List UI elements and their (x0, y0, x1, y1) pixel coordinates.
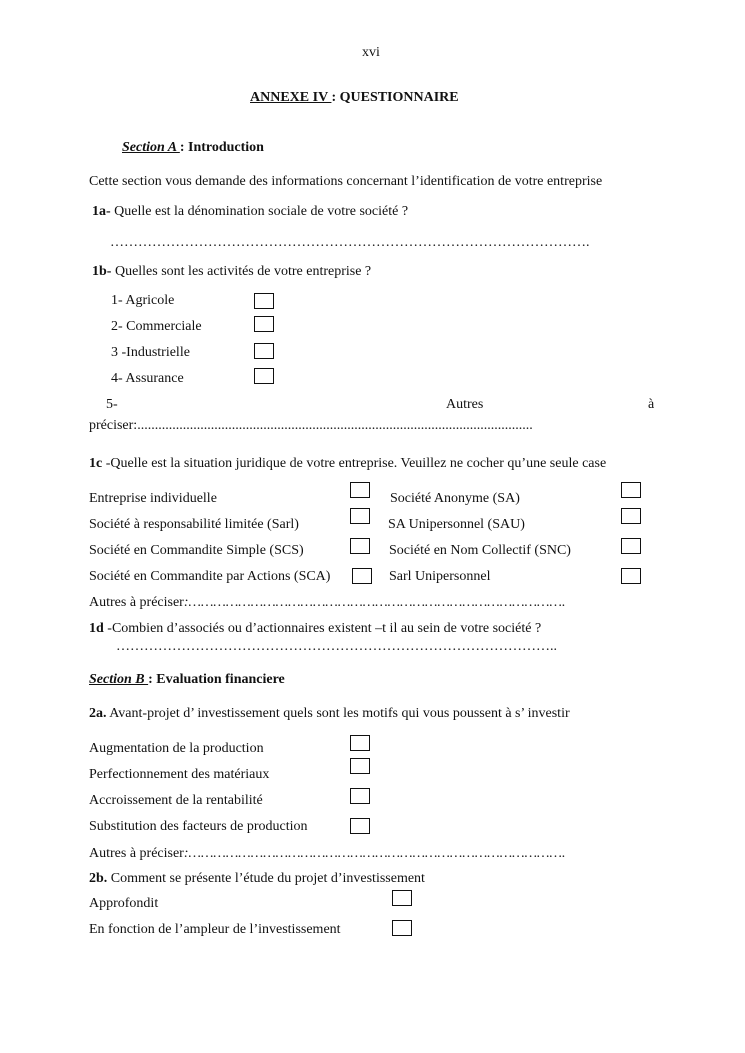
checkbox-2b-ampleur[interactable] (392, 920, 412, 936)
checkbox-1c-sarl-uni[interactable] (621, 568, 641, 584)
question-1c-text: -Quelle est la situation juridique de votre entreprise. Veuillez ne cocher qu’une seule case (102, 456, 607, 471)
option-1c-other[interactable] (89, 595, 565, 611)
checkbox-2a-substitution[interactable] (350, 818, 370, 834)
option-1c-sca: Société en Commandite par Actions (SCA) (89, 569, 331, 584)
question-1c-number: 1c (89, 456, 103, 471)
question-2b (89, 871, 425, 887)
section-a-label: Section A (122, 140, 180, 155)
option-1b-other-line[interactable]: préciser:................................................................................................................. (89, 418, 533, 433)
checkbox-1b-agricole[interactable] (254, 293, 274, 309)
page-title (250, 90, 459, 106)
option-2b-ampleur: En fonction de l’ampleur de l’investissement (89, 922, 341, 937)
checkbox-1b-assurance[interactable] (254, 368, 274, 384)
checkbox-1b-industrielle[interactable] (254, 343, 274, 359)
option-2a-substitution: Substitution des facteurs de production (89, 819, 308, 834)
title-rest: : QUESTIONNAIRE (331, 90, 459, 105)
option-2a-other-line[interactable]: :………………………………………………………………………………. (183, 846, 566, 861)
question-1a-number: 1a- (92, 204, 111, 219)
question-2a-text: Avant-projet d’ investissement quels sont les motifs qui vous poussent à s’ investir (106, 706, 570, 721)
question-2b-text: Comment se présente l’étude du projet d’investissement (107, 871, 425, 886)
option-1c-other-label: Autres à préciser (89, 595, 184, 610)
option-1c-other-line[interactable]: :………………………………………………………………………………. (183, 595, 566, 610)
question-1a (92, 204, 408, 220)
section-a-heading (122, 140, 264, 156)
checkbox-1c-sa[interactable] (621, 482, 641, 498)
question-1b-number: 1b- (92, 264, 112, 279)
section-a-title: : Introduction (179, 140, 264, 155)
option-2b-approfondit: Approfondit (89, 896, 159, 911)
section-b-label: Section B (89, 672, 149, 687)
option-1b-agricole: 1- Agricole (111, 293, 175, 308)
answer-1a-line[interactable]: …………………………………………………………………………………………. (110, 235, 590, 250)
question-1a-text: Quelle est la dénomination sociale de votre société ? (110, 204, 409, 219)
question-2a-number: 2a. (89, 706, 107, 721)
section-a-intro: Cette section vous demande des informations concernant l’identification de votre entreprise (89, 174, 603, 189)
option-1c-sa: Société Anonyme (SA) (390, 491, 520, 506)
checkbox-2b-approfondit[interactable] (392, 890, 412, 906)
checkbox-1b-commerciale[interactable] (254, 316, 274, 332)
question-1b (92, 264, 371, 280)
option-1b-commerciale: 2- Commerciale (111, 319, 202, 334)
option-2a-rentabilite: Accroissement de la rentabilité (89, 793, 263, 808)
option-1c-sarl-uni: Sarl Unipersonnel (389, 569, 491, 584)
checkbox-1c-snc[interactable] (621, 538, 641, 554)
option-2a-materiaux: Perfectionnement des matériaux (89, 767, 270, 782)
checkbox-2a-rentabilite[interactable] (350, 788, 370, 804)
title-annex: ANNEXE IV (250, 90, 332, 105)
option-1c-ei: Entreprise individuelle (89, 491, 217, 506)
checkbox-1c-scs[interactable] (350, 538, 370, 554)
question-1d (89, 621, 541, 637)
option-1b-assurance: 4- Assurance (111, 371, 184, 386)
option-2a-production: Augmentation de la production (89, 741, 264, 756)
checkbox-1c-ei[interactable] (350, 482, 370, 498)
checkbox-1c-sau[interactable] (621, 508, 641, 524)
option-1b-industrielle: 3 -Industrielle (111, 345, 190, 360)
checkbox-1c-sca[interactable] (352, 568, 372, 584)
option-2a-other[interactable] (89, 846, 565, 862)
option-1b-other-number: 5- (106, 397, 118, 412)
question-2a (89, 706, 570, 722)
page-number: xvi (362, 45, 380, 60)
question-1d-text: -Combien d’associés ou d’actionnaires existent –t il au sein de votre société ? (103, 621, 542, 636)
answer-1d-line[interactable]: ………………………………………………………………………………….. (116, 639, 557, 654)
question-1c (89, 456, 606, 472)
section-b-heading (89, 672, 285, 688)
section-b-title: : Evaluation financiere (148, 672, 285, 687)
option-1b-other-a: à (648, 397, 655, 412)
checkbox-2a-production[interactable] (350, 735, 370, 751)
checkbox-2a-materiaux[interactable] (350, 758, 370, 774)
option-2a-other-label: Autres à préciser (89, 846, 184, 861)
option-1b-other-word: Autres (446, 397, 484, 412)
option-1c-snc: Société en Nom Collectif (SNC) (389, 543, 571, 558)
option-1c-sarl: Société à responsabilité limitée (Sarl) (89, 517, 299, 532)
question-1d-number: 1d (89, 621, 104, 636)
option-1c-scs: Société en Commandite Simple (SCS) (89, 543, 304, 558)
question-2b-number: 2b. (89, 871, 108, 886)
option-1c-sau: SA Unipersonnel (SAU) (388, 517, 525, 532)
question-1b-text: Quelles sont les activités de votre entreprise ? (111, 264, 372, 279)
checkbox-1c-sarl[interactable] (350, 508, 370, 524)
